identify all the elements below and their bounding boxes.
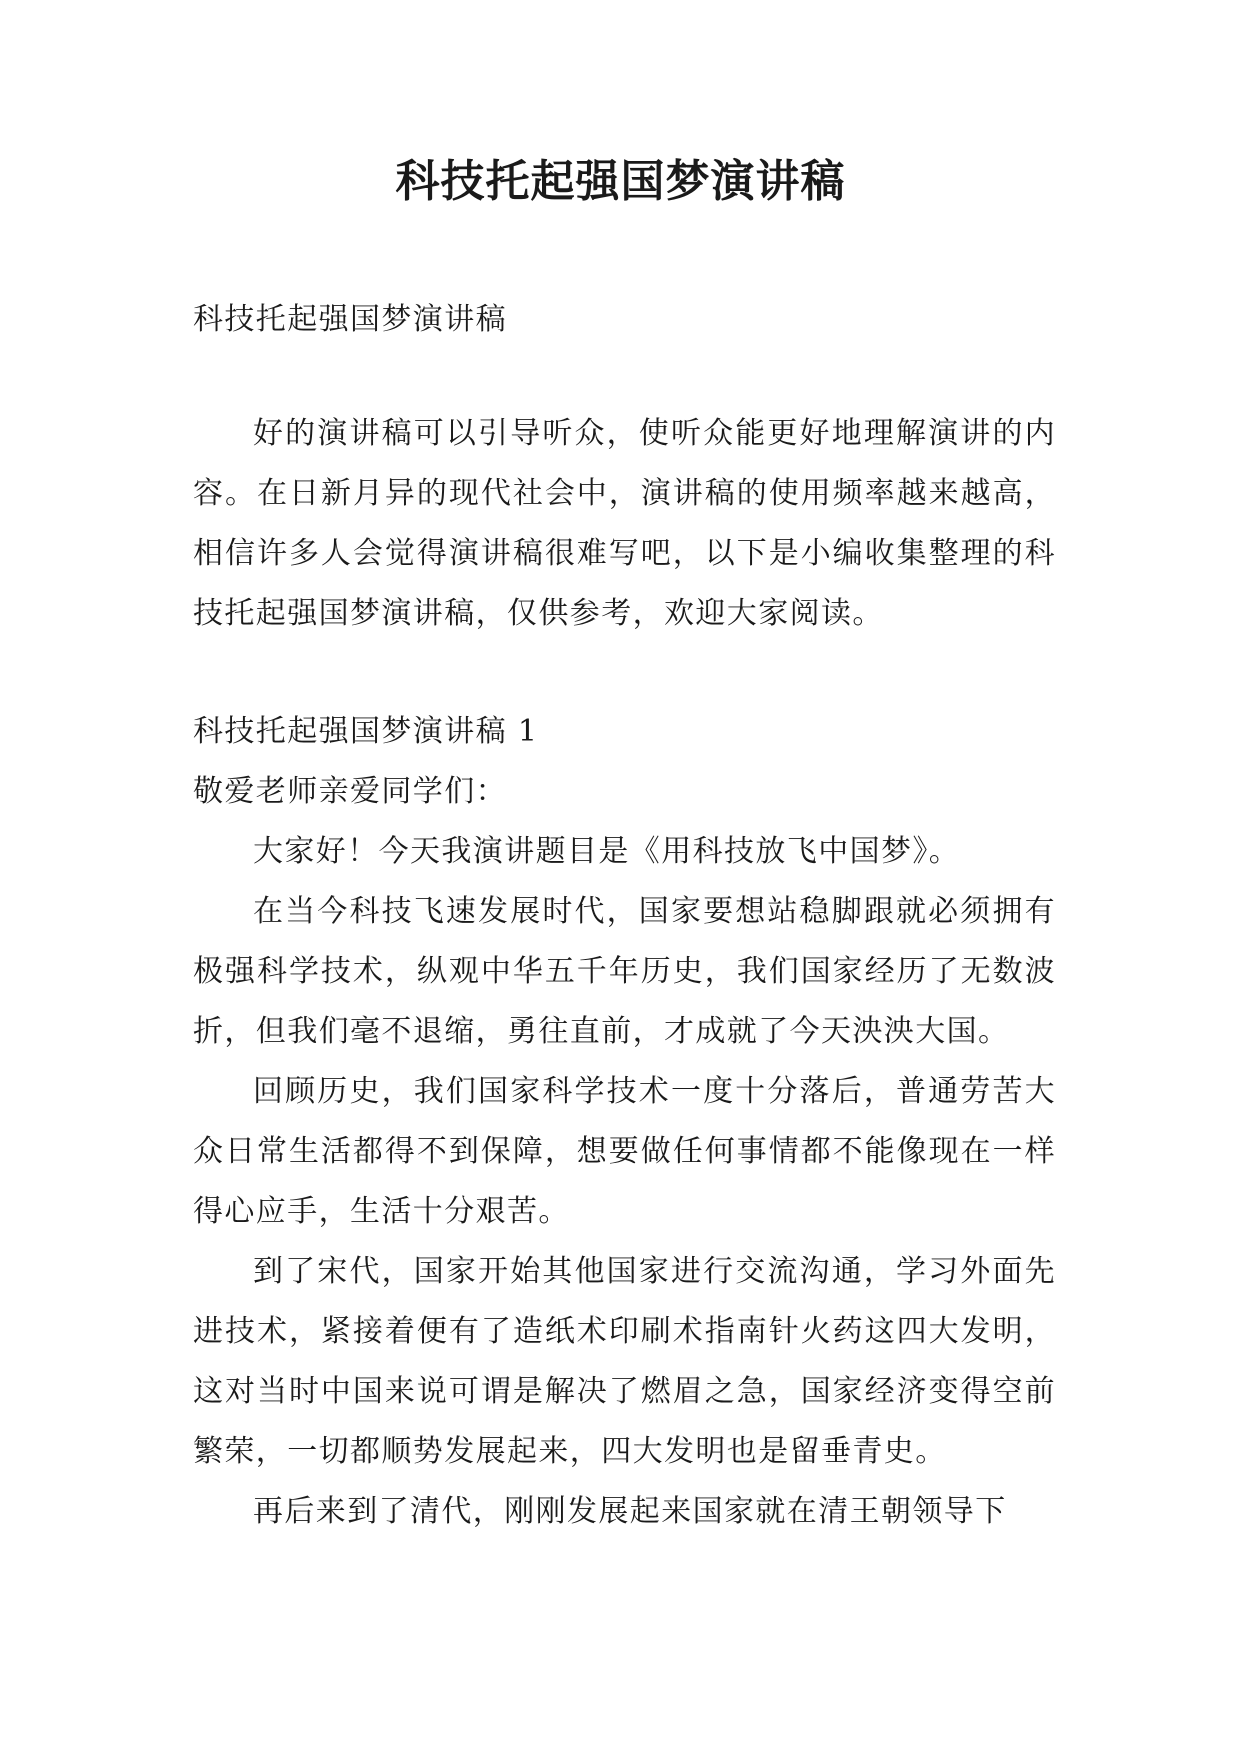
intro-paragraph: 好的演讲稿可以引导听众，使听众能更好地理解演讲的内容。在日新月异的现代社会中，演讲稿的使用频率越来越高，相信许多人会觉得演讲稿很难写吧，以下是小编收集整理的科技托起强国梦演讲稿，仅供参考，欢迎大家阅读。 <box>193 416 1056 631</box>
body-paragraph-5: 再后来到了清代，刚刚发展起来国家就在清王朝领导下 <box>253 1494 1007 1529</box>
body-paragraph-3: 回顾历史，我们国家科学技术一度十分落后，普通劳苦大众日常生活都得不到保障，想要做任何事情都不能像现在一样得心应手，生活十分艰苦。 <box>193 1074 1056 1229</box>
section-heading: 科技托起强国梦演讲稿 1 <box>193 714 539 749</box>
document-title: 科技托起强国梦演讲稿 <box>395 156 846 207</box>
salutation: 敬爱老师亲爱同学们： <box>193 774 507 809</box>
body-paragraph-1: 大家好！今天我演讲题目是《用科技放飞中国梦》。 <box>253 834 961 869</box>
body-paragraph-4: 到了宋代，国家开始其他国家进行交流沟通，学习外面先进技术，紧接着便有了造纸术印刷术指南针火药这四大发明，这对当时中国来说可谓是解决了燃眉之急，国家经济变得空前繁荣，一切都顺势发展起来，四大发明也是留垂青史。 <box>193 1254 1056 1469</box>
document-subtitle: 科技托起强国梦演讲稿 <box>193 302 507 337</box>
document-body <box>193 290 1056 1542</box>
body-paragraph-2: 在当今科技飞速发展时代，国家要想站稳脚跟就必须拥有极强科学技术，纵观中华五千年历史，我们国家经历了无数波折，但我们毫不退缩，勇往直前，才成就了今天泱泱大国。 <box>193 894 1056 1049</box>
